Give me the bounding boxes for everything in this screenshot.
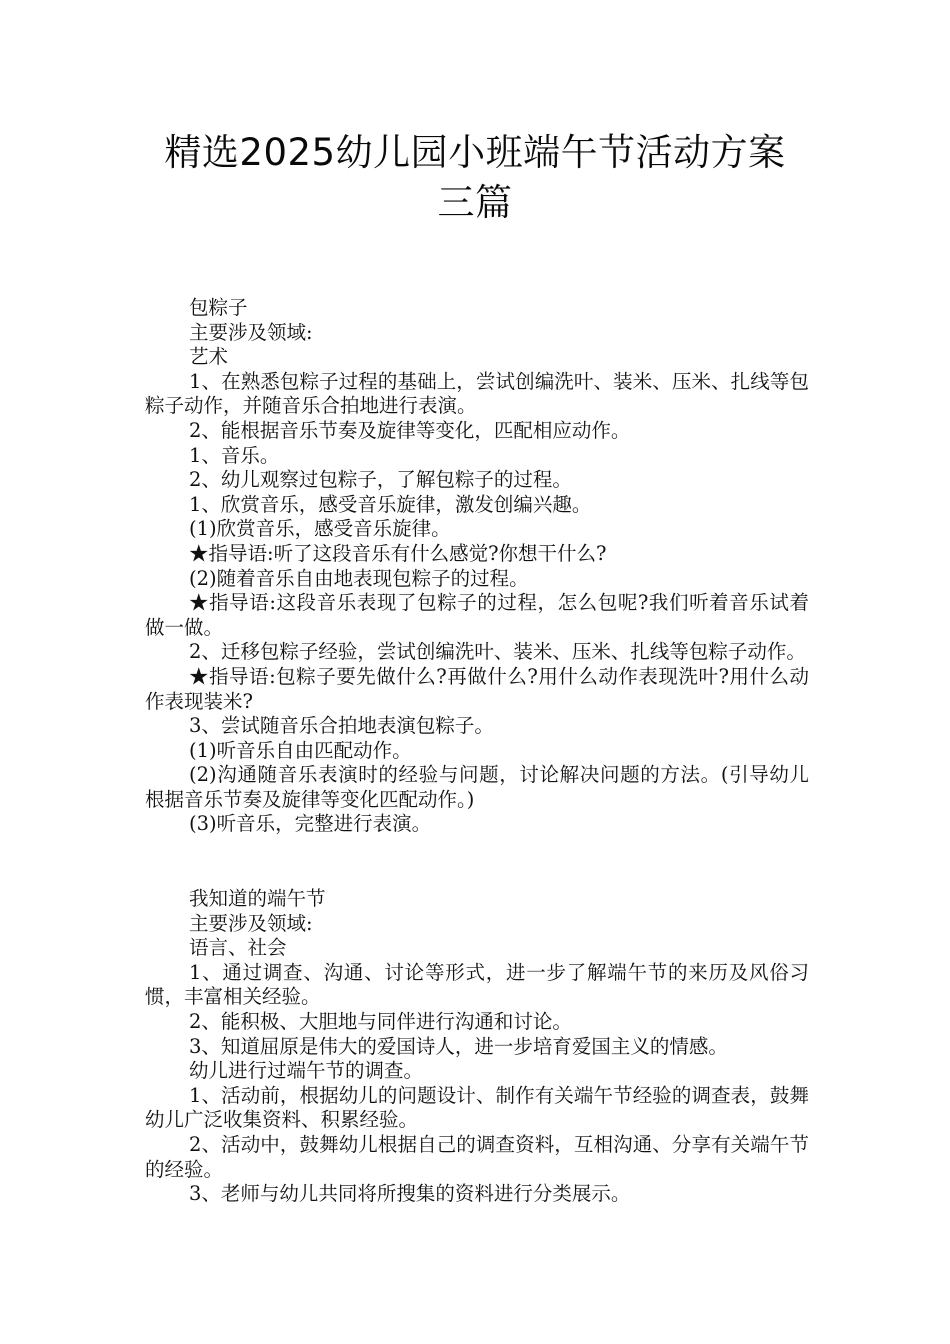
paragraph: 3、老师与幼儿共同将所搜集的资料进行分类展示。 <box>189 1182 631 1206</box>
section-heading: 包粽子 <box>189 296 248 319</box>
paragraph: (2)沟通随音乐表演时的经验与问题，讨论解决问题的方法。(引导幼儿根据音乐节奏及旋律等变化匹配动作。) <box>145 763 809 811</box>
paragraph: ★指导语:包粽子要先做什么?再做什么?用什么动作表现洗叶?用什么动作表现装米? <box>145 664 809 713</box>
paragraph: 2、幼儿观察过包粽子，了解包粽子的过程。 <box>189 468 572 492</box>
paragraph: (2)随着音乐自由地表现包粽子的过程。 <box>189 566 529 590</box>
paragraph: 3、尝试随音乐合拍地表演包粽子。 <box>189 714 494 738</box>
domain-value: 艺术 <box>189 345 229 369</box>
paragraph: (1)欣赏音乐，感受音乐旋律。 <box>189 517 451 541</box>
title-line-1: 精选2025幼儿园小班端午节活动方案 <box>164 131 786 174</box>
paragraph: 2、迁移包粽子经验，尝试创编洗叶、装米、压米、扎线等包粽子动作。 <box>189 640 806 664</box>
section-spacer <box>145 837 809 887</box>
paragraph: 1、欣赏音乐，感受音乐旋律，激发创编兴趣。 <box>189 492 592 516</box>
paragraph: 3、知道屈原是伟大的爱国诗人，进一步培育爱国主义的情感。 <box>189 1034 728 1058</box>
domain-value: 语言、社会 <box>189 936 287 960</box>
document-title <box>120 128 830 228</box>
paragraph: ★指导语:听了这段音乐有什么感觉?你想干什么? <box>189 541 607 565</box>
paragraph: 2、能积极、大胆地与同伴进行沟通和讨论。 <box>189 1010 572 1034</box>
paragraph: (1)听音乐自由匹配动作。 <box>189 738 412 762</box>
section-heading: 我知道的端午节 <box>189 887 326 911</box>
paragraph: 1、在熟悉包粽子过程的基础上，尝试创编洗叶、装米、压米、扎线等包粽子动作，并随音乐合拍地进行表演。 <box>145 369 809 418</box>
domain-label: 主要涉及领域: <box>189 911 313 935</box>
title-line-2: 三篇 <box>437 181 513 224</box>
domain-label: 主要涉及领域: <box>189 320 313 344</box>
paragraph: 2、能根据音乐节奏及旋律等变化，匹配相应动作。 <box>189 418 631 442</box>
paragraph: 幼儿进行过端午节的调查。 <box>189 1059 424 1083</box>
paragraph: 1、音乐。 <box>189 443 280 467</box>
paragraph: (3)听音乐，完整进行表演。 <box>189 812 432 836</box>
paragraph: 1、活动前，根据幼儿的问题设计、制作有关端午节经验的调查表，鼓舞幼儿广泛收集资料、积累经验。 <box>145 1083 809 1132</box>
paragraph: 2、活动中，鼓舞幼儿根据自己的调查资料，互相沟通、分享有关端午节的经验。 <box>145 1133 809 1181</box>
paragraph: 1、通过调查、沟通、讨论等形式，进一步了解端午节的来历及风俗习惯，丰富相关经验。 <box>145 960 809 1009</box>
document-body <box>145 296 809 1207</box>
paragraph: ★指导语:这段音乐表现了包粽子的过程，怎么包呢?我们听着音乐试着做一做。 <box>145 591 809 639</box>
